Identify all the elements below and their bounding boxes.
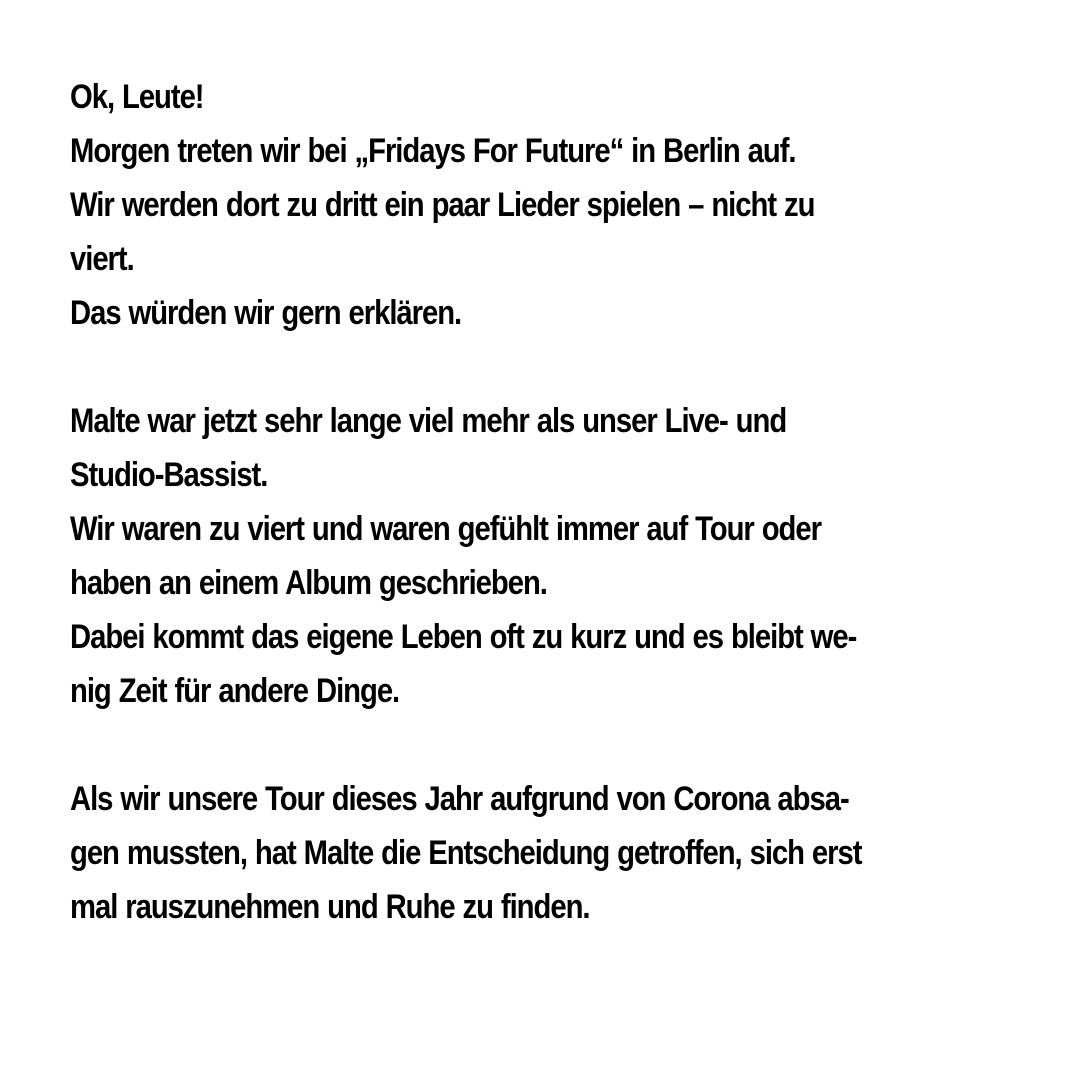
text-line: Studio-Bassist.	[70, 456, 268, 494]
text-line: Als wir unsere Tour dieses Jahr aufgrund von Corona absa-	[70, 780, 849, 818]
text-line: viert.	[70, 240, 134, 278]
post-text-block	[70, 70, 896, 934]
paragraph-2	[70, 394, 896, 718]
text-line: Das würden wir gern erklären.	[70, 294, 462, 332]
paragraph-1	[70, 70, 896, 340]
text-line: Wir waren zu viert und waren gefühlt immer auf Tour oder	[70, 510, 821, 548]
text-line: mal rauszunehmen und Ruhe zu finden.	[70, 888, 590, 926]
text-line: Wir werden dort zu dritt ein paar Lieder spielen – nicht zu	[70, 186, 815, 224]
text-line: haben an einem Album geschrieben.	[70, 564, 547, 602]
paragraph-3	[70, 772, 896, 934]
paragraph-spacer	[70, 340, 896, 394]
text-line: Malte war jetzt sehr lange viel mehr als unser Live- und	[70, 402, 787, 440]
text-line: Ok, Leute!	[70, 78, 204, 116]
paragraph-spacer	[70, 718, 896, 772]
text-line: gen mussten, hat Malte die Entscheidung getroffen, sich erst	[70, 834, 862, 872]
text-line: Morgen treten wir bei „Fridays For Future“ in Berlin auf.	[70, 132, 796, 170]
text-line: Dabei kommt das eigene Leben oft zu kurz und es bleibt we-	[70, 618, 857, 656]
text-line: nig Zeit für andere Dinge.	[70, 672, 400, 710]
